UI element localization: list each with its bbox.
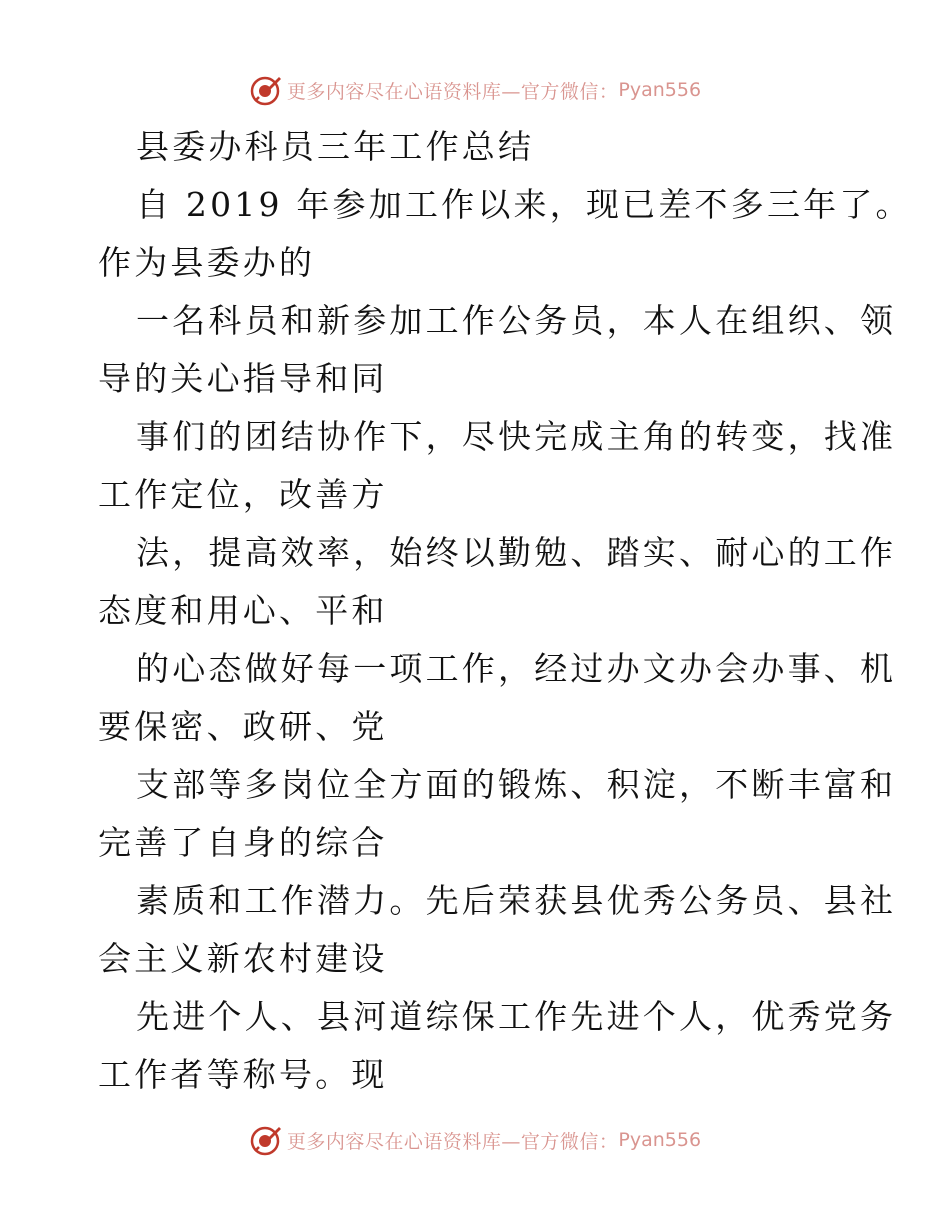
text-line: 自 2019 年参加工作以来，现已差不多三年了。	[136, 185, 912, 224]
pen-logo-icon	[249, 73, 283, 107]
pen-logo-icon	[249, 1123, 283, 1157]
text-line: 作为县委办的	[98, 243, 316, 282]
text-line: 先进个人、县河道综保工作先进个人，优秀党务	[136, 997, 897, 1036]
watermark-text: 更多内容尽在心语资料库—官方微信：	[286, 1130, 619, 1153]
watermark-wechat-id: Pyan556	[618, 79, 702, 101]
text-line: 素质和工作潜力。先后荣获县优秀公务员、县社	[136, 881, 897, 920]
text-line: 法，提高效率，始终以勤勉、踏实、耐心的工作	[136, 533, 897, 572]
document-title: 县委办科员三年工作总结	[136, 127, 535, 166]
document-body	[98, 118, 912, 1104]
header-watermark	[0, 70, 950, 110]
text-line: 的心态做好每一项工作，经过办文办会办事、机	[136, 649, 897, 688]
text-line: 工作定位，改善方	[98, 475, 388, 514]
text-line: 导的关心指导和同	[98, 359, 388, 398]
text-line: 会主义新农村建设	[98, 939, 388, 978]
text-line: 支部等多岗位全方面的锻炼、积淀，不断丰富和	[136, 765, 897, 804]
text-line: 一名科员和新参加工作公务员，本人在组织、领	[136, 301, 897, 340]
watermark-wechat-id: Pyan556	[618, 1129, 702, 1151]
text-line: 要保密、政研、党	[98, 707, 388, 746]
text-line: 完善了自身的综合	[98, 823, 388, 862]
text-line: 工作者等称号。现	[98, 1055, 388, 1094]
text-line: 事们的团结协作下，尽快完成主角的转变，找准	[136, 417, 897, 456]
text-line: 态度和用心、平和	[98, 591, 388, 630]
watermark-text: 更多内容尽在心语资料库—官方微信：	[286, 80, 619, 103]
footer-watermark	[0, 1120, 950, 1160]
